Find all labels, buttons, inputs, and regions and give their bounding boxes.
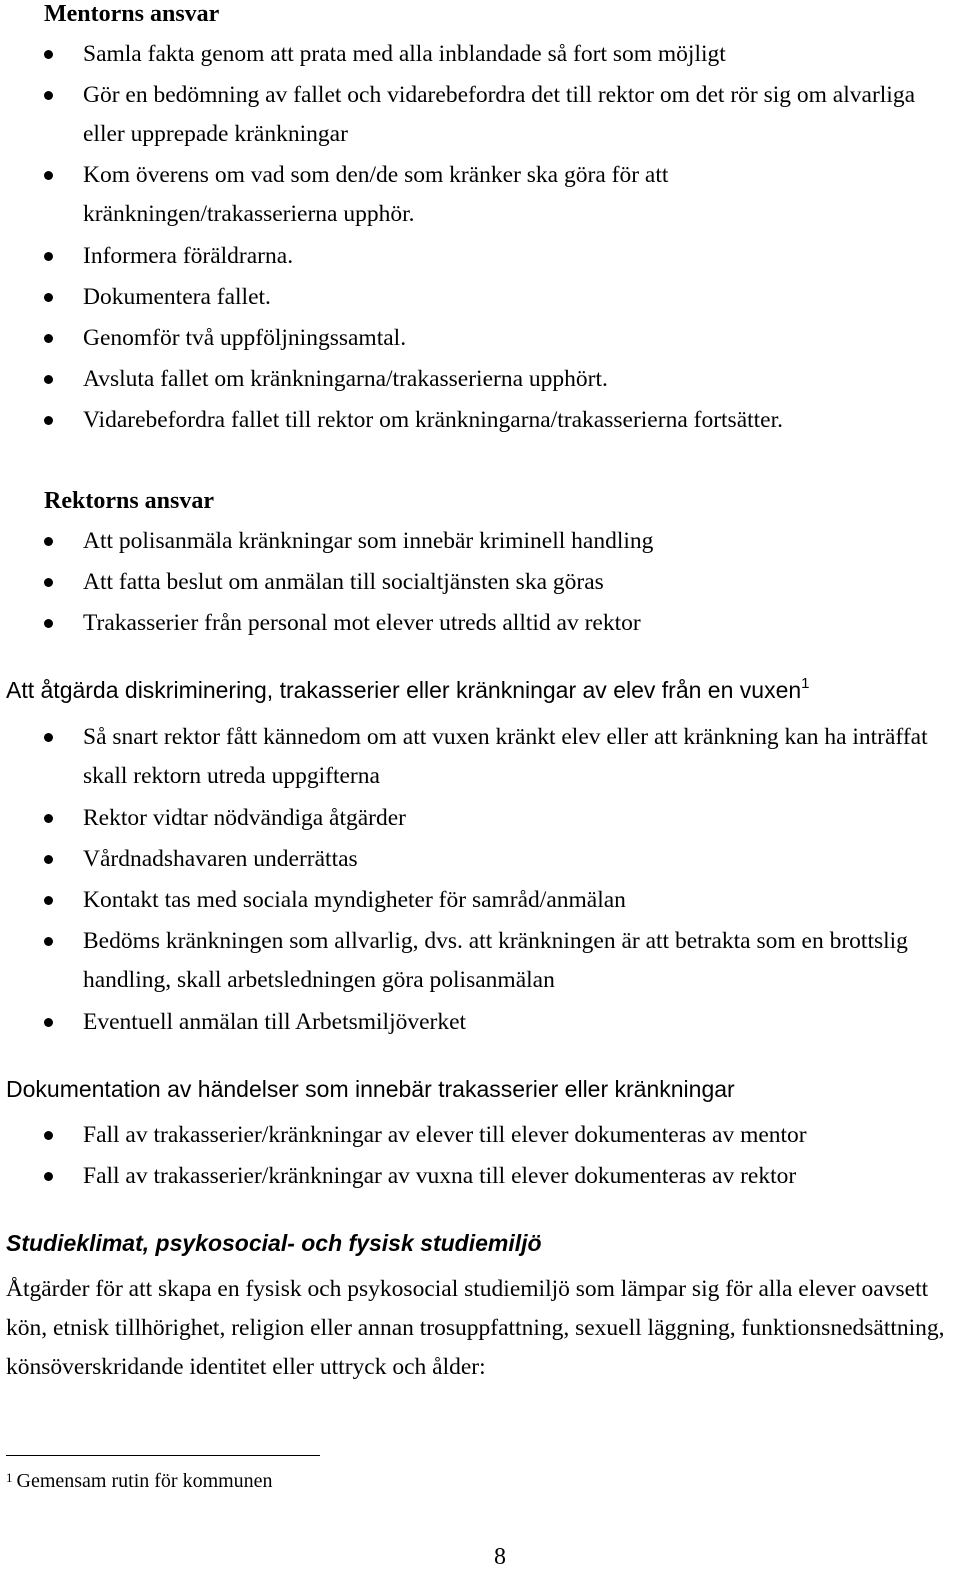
paragraph-studieklimat: Åtgärder för att skapa en fysisk och psykosocial studiemiljö som lämpar sig för alla elever oavsett kön, etnisk tillhörighet, religion eller annan trosuppfattning, sexuell läggning, funktionsnedsättning, könsöverskridande identitet eller uttryck och ålder: xyxy=(6,1276,945,1380)
footnote-text: Gemensam rutin för kommunen xyxy=(16,1470,273,1492)
heading-rektorns-ansvar: Rektorns ansvar xyxy=(44,488,215,514)
bullet-icon xyxy=(44,334,53,343)
bullet-icon xyxy=(44,814,53,823)
bullet-icon xyxy=(44,293,53,302)
footnote-separator xyxy=(6,1455,320,1456)
heading-atgarda-vuxen: Att åtgärda diskriminering, trakasserier eller kränkningar av elev från en vuxen$^1$ xyxy=(6,675,810,703)
bullet-icon xyxy=(44,1172,53,1181)
footnote-number: 1 xyxy=(6,1470,13,1485)
bullet-icon xyxy=(44,50,53,59)
bullet-icon xyxy=(44,1131,53,1140)
bullet-icon xyxy=(44,375,53,384)
bullet-icon xyxy=(44,171,53,180)
bullet-icon xyxy=(44,537,53,546)
bullet-icon xyxy=(44,578,53,587)
bullet-icon xyxy=(44,1018,53,1027)
bullet-icon xyxy=(44,619,53,628)
heading-dokumentation: Dokumentation av händelser som innebär trakasserier eller kränkningar xyxy=(6,1076,735,1102)
page-number: 8 xyxy=(494,1544,506,1570)
bullet-icon xyxy=(44,937,53,946)
bullet-icon xyxy=(44,733,53,742)
footnote xyxy=(6,1467,273,1495)
heading-studieklimat: Studieklimat, psykosocial- och fysisk studiemiljö xyxy=(6,1230,542,1256)
heading-mentorns-ansvar: Mentorns ansvar xyxy=(44,1,220,27)
bullet-icon xyxy=(44,416,53,425)
footnote-reference: 1 xyxy=(801,675,810,692)
bullet-icon xyxy=(44,855,53,864)
bullet-icon xyxy=(44,91,53,100)
bullet-icon xyxy=(44,252,53,261)
bullet-icon xyxy=(44,896,53,905)
